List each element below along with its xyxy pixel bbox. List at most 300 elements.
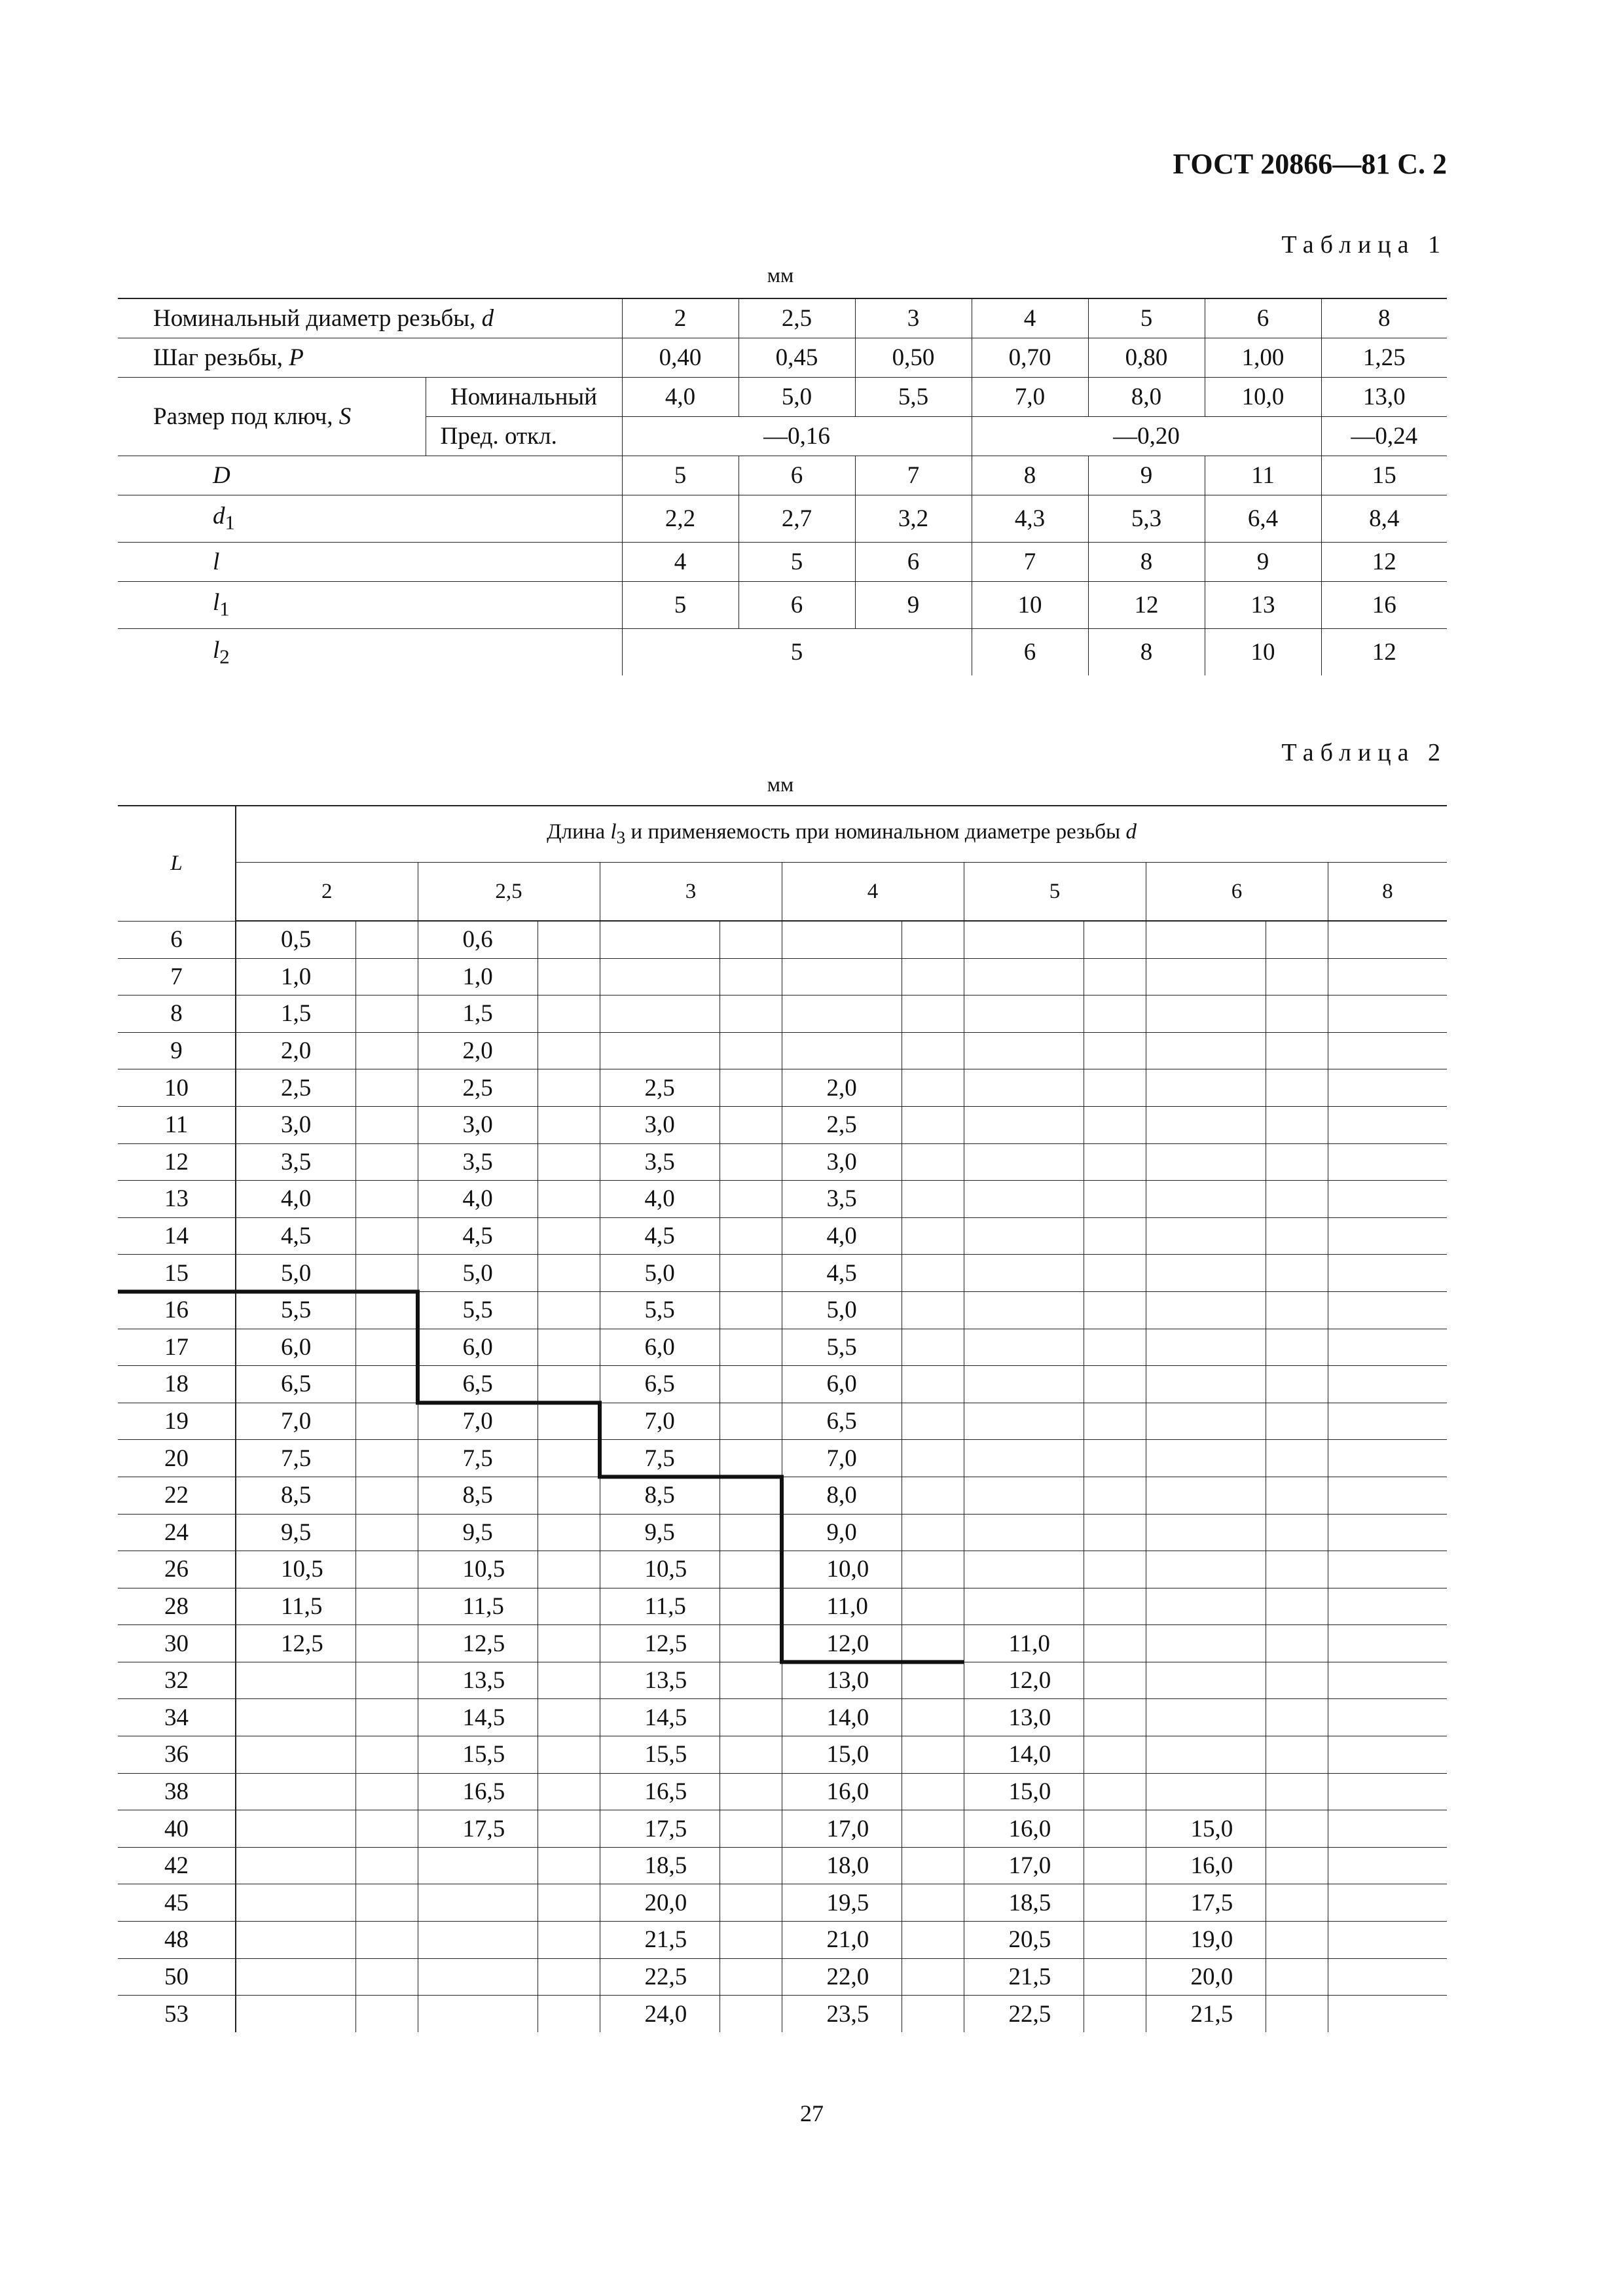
table1-cell: 2,5 xyxy=(739,298,855,338)
table2-blank-cell xyxy=(902,1181,964,1218)
table2-diameter-row xyxy=(118,863,1447,922)
table2-blank-cell xyxy=(720,1996,782,2032)
table2-blank-cell xyxy=(902,1662,964,1699)
table2-row xyxy=(118,1181,1447,1218)
table2-blank-cell xyxy=(720,996,782,1033)
table2-blank-cell xyxy=(356,1996,418,2032)
table1-cell: 0,50 xyxy=(855,338,972,377)
table2-row xyxy=(118,1106,1447,1143)
table2-cell xyxy=(600,1032,720,1069)
table2-cell xyxy=(1146,996,1266,1033)
table2-cell xyxy=(1146,1032,1266,1069)
table2-blank-cell xyxy=(1266,996,1328,1033)
table2-blank-cell xyxy=(902,1143,964,1181)
document-header: ГОСТ 20866—81 С. 2 xyxy=(1173,148,1447,180)
table2-cell: 4,5 xyxy=(236,1217,356,1255)
table2-cell: 4,0 xyxy=(236,1181,356,1218)
table2-blank-cell xyxy=(356,921,418,958)
table2-cell xyxy=(964,1106,1084,1143)
table2-cell xyxy=(236,1884,356,1922)
table2-cell xyxy=(1146,1662,1266,1699)
table2-cell: 7,0 xyxy=(600,1403,720,1440)
table2-cell xyxy=(1328,1514,1447,1551)
table2-blank-cell xyxy=(902,1477,964,1514)
table2-cell xyxy=(418,1958,538,1996)
table2-cell: 6,5 xyxy=(236,1366,356,1403)
table2-row xyxy=(118,1884,1447,1922)
table2-cell xyxy=(964,1588,1084,1625)
table2-blank-cell xyxy=(1084,1922,1146,1959)
table2-blank-cell xyxy=(1266,958,1328,996)
table2-blank-cell xyxy=(1084,1773,1146,1810)
table1-cell: 8 xyxy=(1088,542,1205,581)
table2-blank-cell xyxy=(1266,1366,1328,1403)
table2-blank-cell xyxy=(356,1625,418,1662)
table2-blank-cell xyxy=(1266,1143,1328,1181)
table1-cell: 4 xyxy=(622,542,739,581)
table2-cell xyxy=(236,1662,356,1699)
table2-blank-cell xyxy=(902,1255,964,1292)
table2-blank-cell xyxy=(1084,1810,1146,1848)
table1-cell: —0,20 xyxy=(972,416,1321,456)
table2-blank-cell xyxy=(1266,1106,1328,1143)
table2-L-value: 38 xyxy=(118,1773,236,1810)
table1-cell: 10 xyxy=(1205,628,1321,675)
table2-cell xyxy=(1328,1032,1447,1069)
table1-pitch-label: Шаг резьбы, P xyxy=(118,338,622,377)
table2-cell: 11,0 xyxy=(782,1588,902,1625)
table2-blank-cell xyxy=(538,1181,600,1218)
table2-cell xyxy=(1328,1366,1447,1403)
table2-cell xyxy=(1146,1366,1266,1403)
table2-blank-cell xyxy=(1266,1922,1328,1959)
table2-cell xyxy=(1146,1291,1266,1329)
table2-blank-cell xyxy=(356,1069,418,1107)
table2-blank-cell xyxy=(356,1810,418,1848)
table2-blank-cell xyxy=(356,1847,418,1884)
table2-cell xyxy=(964,1329,1084,1366)
table2-blank-cell xyxy=(902,1366,964,1403)
table1-cell: 6 xyxy=(855,542,972,581)
table2-blank-cell xyxy=(356,1884,418,1922)
table2-blank-cell xyxy=(538,1922,600,1959)
table1-nominal-label: Номинальный xyxy=(426,377,622,416)
table2-cell: 2,5 xyxy=(782,1106,902,1143)
table1-cell: 8 xyxy=(972,456,1088,495)
table2-cell xyxy=(1146,1329,1266,1366)
table2-L-value: 45 xyxy=(118,1884,236,1922)
table2-blank-cell xyxy=(1084,1255,1146,1292)
table1-cell: 11 xyxy=(1205,456,1321,495)
table2-cell xyxy=(1146,958,1266,996)
table2-blank-cell xyxy=(720,1773,782,1810)
table2-cell: 21,5 xyxy=(1146,1996,1266,2032)
table2-blank-cell xyxy=(356,1477,418,1514)
table2-cell xyxy=(1328,1922,1447,1959)
table2-cell: 6,0 xyxy=(782,1366,902,1403)
table2-cell: 2,0 xyxy=(418,1032,538,1069)
table2-cell: 1,0 xyxy=(418,958,538,996)
table2-cell: 0,6 xyxy=(418,921,538,958)
table2-header-row xyxy=(118,806,1447,863)
table2-blank-cell xyxy=(1084,1514,1146,1551)
table2-blank-cell xyxy=(356,1291,418,1329)
table2-cell: 16,0 xyxy=(964,1810,1084,1848)
table2-blank-cell xyxy=(720,1847,782,1884)
table2-blank-cell xyxy=(720,1514,782,1551)
table2-cell: 17,5 xyxy=(600,1810,720,1848)
table2-L-value: 14 xyxy=(118,1217,236,1255)
table2-cell: 12,0 xyxy=(782,1625,902,1662)
table2-cell xyxy=(964,1403,1084,1440)
table2-cell: 5,0 xyxy=(782,1291,902,1329)
table2-blank-cell xyxy=(720,1291,782,1329)
table2-cell: 7,0 xyxy=(236,1403,356,1440)
table2-cell: 11,0 xyxy=(964,1625,1084,1662)
table2-blank-cell xyxy=(1266,1847,1328,1884)
table2-cell xyxy=(1328,1736,1447,1774)
table2-L-value: 13 xyxy=(118,1181,236,1218)
table2-unit: мм xyxy=(767,772,794,796)
table2-cell xyxy=(1328,1884,1447,1922)
table1-l-label: l xyxy=(118,542,622,581)
table2-row xyxy=(118,1588,1447,1625)
table2-cell xyxy=(236,1736,356,1774)
table2-blank-cell xyxy=(538,921,600,958)
table2-cell xyxy=(1328,1181,1447,1218)
table2-cell xyxy=(782,921,902,958)
table1-row-l xyxy=(118,542,1447,581)
table2-blank-cell xyxy=(902,1588,964,1625)
table2-blank-cell xyxy=(1084,1699,1146,1736)
table1-cell: 0,70 xyxy=(972,338,1088,377)
table2-cell: 1,5 xyxy=(418,996,538,1033)
table2-blank-cell xyxy=(356,1514,418,1551)
table2-cell: 8,5 xyxy=(600,1477,720,1514)
table2-cell: 15,0 xyxy=(782,1736,902,1774)
table2-cell xyxy=(782,1032,902,1069)
table2-blank-cell xyxy=(538,1440,600,1477)
table2-cell: 6,5 xyxy=(782,1403,902,1440)
table2-blank-cell xyxy=(720,1662,782,1699)
table2-cell: 13,5 xyxy=(418,1662,538,1699)
table2-L-value: 36 xyxy=(118,1736,236,1774)
table2-cell: 8,5 xyxy=(236,1477,356,1514)
table2-blank-cell xyxy=(538,1996,600,2032)
table2-blank-cell xyxy=(356,1699,418,1736)
table1-cell: 15 xyxy=(1321,456,1447,495)
table2-blank-cell xyxy=(902,1403,964,1440)
table2-L-value: 34 xyxy=(118,1699,236,1736)
table2-blank-cell xyxy=(356,1736,418,1774)
table2-cell: 21,5 xyxy=(964,1958,1084,1996)
table2-cell xyxy=(236,1922,356,1959)
table2-L-value: 18 xyxy=(118,1366,236,1403)
table2-blank-cell xyxy=(538,1514,600,1551)
table2-blank-cell xyxy=(902,1291,964,1329)
table2-cell xyxy=(1146,1106,1266,1143)
table2-blank-cell xyxy=(902,958,964,996)
table1-D-label: D xyxy=(118,456,622,495)
table2-blank-cell xyxy=(1266,1699,1328,1736)
table2-diameter-header: 4 xyxy=(782,863,964,922)
table2-blank-cell xyxy=(538,1588,600,1625)
table2-blank-cell xyxy=(902,1329,964,1366)
table2-blank-cell xyxy=(720,1255,782,1292)
table2-blank-cell xyxy=(720,1699,782,1736)
table2-blank-cell xyxy=(1266,1217,1328,1255)
table2-row xyxy=(118,1996,1447,2032)
table2-row xyxy=(118,1143,1447,1181)
table2-L-value: 11 xyxy=(118,1106,236,1143)
table1-row-D xyxy=(118,456,1447,495)
table2-blank-cell xyxy=(1084,996,1146,1033)
table2-cell xyxy=(1146,1403,1266,1440)
table2-cell xyxy=(1146,1440,1266,1477)
table2-blank-cell xyxy=(1084,1847,1146,1884)
table1-cell: 5 xyxy=(622,628,972,675)
table2-blank-cell xyxy=(538,1810,600,1848)
table2-cell xyxy=(1328,1996,1447,2032)
table2-blank-cell xyxy=(1084,958,1146,996)
table2-cell xyxy=(782,958,902,996)
table2-cell: 9,5 xyxy=(418,1514,538,1551)
table2-cell: 4,5 xyxy=(600,1217,720,1255)
table2-L-value: 6 xyxy=(118,921,236,958)
table2-cell: 14,0 xyxy=(782,1699,902,1736)
table2-blank-cell xyxy=(1084,921,1146,958)
table2-cell xyxy=(1146,1217,1266,1255)
table2-blank-cell xyxy=(1266,1477,1328,1514)
table2-cell: 1,0 xyxy=(236,958,356,996)
table2-blank-cell xyxy=(720,1069,782,1107)
table2-cell xyxy=(964,1477,1084,1514)
table2-cell xyxy=(1328,1291,1447,1329)
table2-L-value: 42 xyxy=(118,1847,236,1884)
table2-diameter-header: 2,5 xyxy=(418,863,600,922)
table2-cell xyxy=(1328,1625,1447,1662)
table2-cell xyxy=(964,1551,1084,1588)
table1-cell: 4,3 xyxy=(972,495,1088,542)
table2-L-value: 53 xyxy=(164,2000,189,2028)
table2-cell xyxy=(418,1847,538,1884)
table2-cell xyxy=(1328,1588,1447,1625)
table2-blank-cell xyxy=(902,1217,964,1255)
table2-cell xyxy=(964,1181,1084,1218)
table2-cell: 2,5 xyxy=(600,1069,720,1107)
table1-cell: 5,0 xyxy=(739,377,855,416)
table1-cell: 5,5 xyxy=(855,377,972,416)
table2-cell xyxy=(600,958,720,996)
table2-L-value: 26 xyxy=(118,1551,236,1588)
table2-row xyxy=(118,1847,1447,1884)
table2-L-value: 19 xyxy=(118,1403,236,1440)
table2-L-value: 40 xyxy=(118,1810,236,1848)
table2-row xyxy=(118,921,1447,958)
table2-blank-cell xyxy=(538,996,600,1033)
table2-cell xyxy=(1328,1069,1447,1107)
table2-blank-cell xyxy=(538,1699,600,1736)
table2-cell xyxy=(1328,1662,1447,1699)
table2-cell xyxy=(1328,1217,1447,1255)
table2-blank-cell xyxy=(356,1440,418,1477)
table2-cell: 17,5 xyxy=(1146,1884,1266,1922)
table2-cell xyxy=(1328,996,1447,1033)
table2-cell: 16,0 xyxy=(782,1773,902,1810)
table2-cell xyxy=(1328,1106,1447,1143)
table1-cell: 0,45 xyxy=(739,338,855,377)
table2-L-value: 7 xyxy=(118,958,236,996)
table2-cell: 12,5 xyxy=(236,1625,356,1662)
table1-cell: 5 xyxy=(1088,298,1205,338)
table2-blank-cell xyxy=(356,1255,418,1292)
table2-row xyxy=(118,1551,1447,1588)
table2-blank-cell xyxy=(356,1588,418,1625)
table1-cell: 10 xyxy=(972,581,1088,628)
table2-cell: 4,5 xyxy=(782,1255,902,1292)
table2-cell: 19,5 xyxy=(782,1884,902,1922)
table2-cell: 3,0 xyxy=(782,1143,902,1181)
table2-blank-cell xyxy=(1084,1069,1146,1107)
table2-blank-cell xyxy=(538,1551,600,1588)
table2-blank-cell xyxy=(1266,1996,1328,2032)
table2-row xyxy=(118,1514,1447,1551)
table2-blank-cell xyxy=(1084,1625,1146,1662)
table2-diameter-header: 8 xyxy=(1328,863,1447,922)
table2-blank-cell xyxy=(720,1106,782,1143)
table2-cell: 5,5 xyxy=(236,1291,356,1329)
table2-cell: 5,0 xyxy=(236,1255,356,1292)
table2-blank-cell xyxy=(720,1440,782,1477)
table2-blank-cell xyxy=(902,1996,964,2032)
table2-blank-cell xyxy=(1084,1588,1146,1625)
table1-cell: 6 xyxy=(739,456,855,495)
table2-cell: 4,0 xyxy=(782,1217,902,1255)
table2-cell xyxy=(1146,1255,1266,1292)
table2 xyxy=(118,805,1447,2032)
table2-cell xyxy=(1328,1329,1447,1366)
table2-blank-cell xyxy=(356,996,418,1033)
table2-blank-cell xyxy=(356,1217,418,1255)
table2-diameter-header: 5 xyxy=(964,863,1146,922)
table2-row xyxy=(118,1217,1447,1255)
table2-cell: 12,5 xyxy=(418,1625,538,1662)
table2-cell xyxy=(1146,1588,1266,1625)
table1-row-pitch xyxy=(118,338,1447,377)
table2-blank-cell xyxy=(1084,1477,1146,1514)
table2-blank-cell xyxy=(720,1477,782,1514)
table2-blank-cell xyxy=(1084,1884,1146,1922)
table2-cell: 2,5 xyxy=(236,1069,356,1107)
table2-cell xyxy=(418,1996,538,2032)
table2-blank-cell xyxy=(1266,1625,1328,1662)
table2-cell: 5,0 xyxy=(600,1255,720,1292)
table2-cell: 12,5 xyxy=(600,1625,720,1662)
table2-cell xyxy=(1146,1069,1266,1107)
table2-cell: 6,0 xyxy=(236,1329,356,1366)
table2-cell xyxy=(1328,1773,1447,1810)
table2-cell xyxy=(964,921,1084,958)
table2-row xyxy=(118,1032,1447,1069)
table2-blank-cell xyxy=(1266,1069,1328,1107)
table2-L-value: 50 xyxy=(118,1958,236,1996)
table2-cell xyxy=(1328,1958,1447,1996)
table1-cell: 4,0 xyxy=(622,377,739,416)
table2-blank-cell xyxy=(538,958,600,996)
table2-blank-cell xyxy=(902,1773,964,1810)
table2-row xyxy=(118,1255,1447,1292)
table1 xyxy=(118,298,1447,675)
table2-cell xyxy=(1146,921,1266,958)
table1-d1-label: $d_1$ xyxy=(118,495,622,542)
table2-cell: 3,0 xyxy=(418,1106,538,1143)
table1-cell: 2 xyxy=(622,298,739,338)
table2-row xyxy=(118,1922,1447,1959)
table2-cell: 9,5 xyxy=(236,1514,356,1551)
table2-cell: 3,0 xyxy=(600,1106,720,1143)
table1-cell: 8 xyxy=(1321,298,1447,338)
table2-cell: 3,5 xyxy=(782,1181,902,1218)
table2-cell: 14,5 xyxy=(418,1699,538,1736)
table2-blank-cell xyxy=(720,1884,782,1922)
table2-blank-cell xyxy=(538,1217,600,1255)
page-number: 27 xyxy=(800,2100,824,2126)
table2-cell xyxy=(964,996,1084,1033)
table2-blank-cell xyxy=(720,1181,782,1218)
table2-cell xyxy=(1328,1551,1447,1588)
table2-blank-cell xyxy=(1084,1032,1146,1069)
table1-cell: 16 xyxy=(1321,581,1447,628)
table2-blank-cell xyxy=(720,1217,782,1255)
table2-row xyxy=(118,1069,1447,1107)
table2-cell: 4,0 xyxy=(418,1181,538,1218)
table2-blank-cell xyxy=(538,1662,600,1699)
table2-blank-cell xyxy=(1266,1291,1328,1329)
table2-row xyxy=(118,1291,1447,1329)
table2-cell xyxy=(1328,1810,1447,1848)
table2-blank-cell xyxy=(1266,1773,1328,1810)
table2-blank-cell xyxy=(1266,1514,1328,1551)
table2-cell: 6,5 xyxy=(418,1366,538,1403)
table2-cell: 4,0 xyxy=(600,1181,720,1218)
table2-cell: 3,0 xyxy=(236,1106,356,1143)
table2-cell: 18,5 xyxy=(600,1847,720,1884)
table2-cell xyxy=(1146,1181,1266,1218)
table2-row xyxy=(118,1699,1447,1736)
table2-cell: 7,0 xyxy=(418,1403,538,1440)
table1-cell: 6 xyxy=(972,628,1088,675)
table2-blank-cell xyxy=(902,1106,964,1143)
table2-blank-cell xyxy=(720,1551,782,1588)
table1-tolerance-label: Пред. откл. xyxy=(426,416,622,456)
table2-cell xyxy=(236,1773,356,1810)
table2-blank-cell xyxy=(538,1847,600,1884)
table2-row xyxy=(118,996,1447,1033)
table2-blank-cell xyxy=(1084,1181,1146,1218)
table2-blank-cell xyxy=(1266,1255,1328,1292)
table2-cell xyxy=(964,1291,1084,1329)
table2-blank-cell xyxy=(720,1588,782,1625)
table2-blank-cell xyxy=(538,1069,600,1107)
table2-blank-cell xyxy=(720,1810,782,1848)
table2-L-value: 16 xyxy=(118,1291,236,1329)
table2-cell xyxy=(418,1922,538,1959)
table2-blank-cell xyxy=(720,1403,782,1440)
table2-cell xyxy=(1328,921,1447,958)
table2-blank-cell xyxy=(720,1032,782,1069)
table2-row xyxy=(118,1662,1447,1699)
table2-cell: 16,5 xyxy=(418,1773,538,1810)
